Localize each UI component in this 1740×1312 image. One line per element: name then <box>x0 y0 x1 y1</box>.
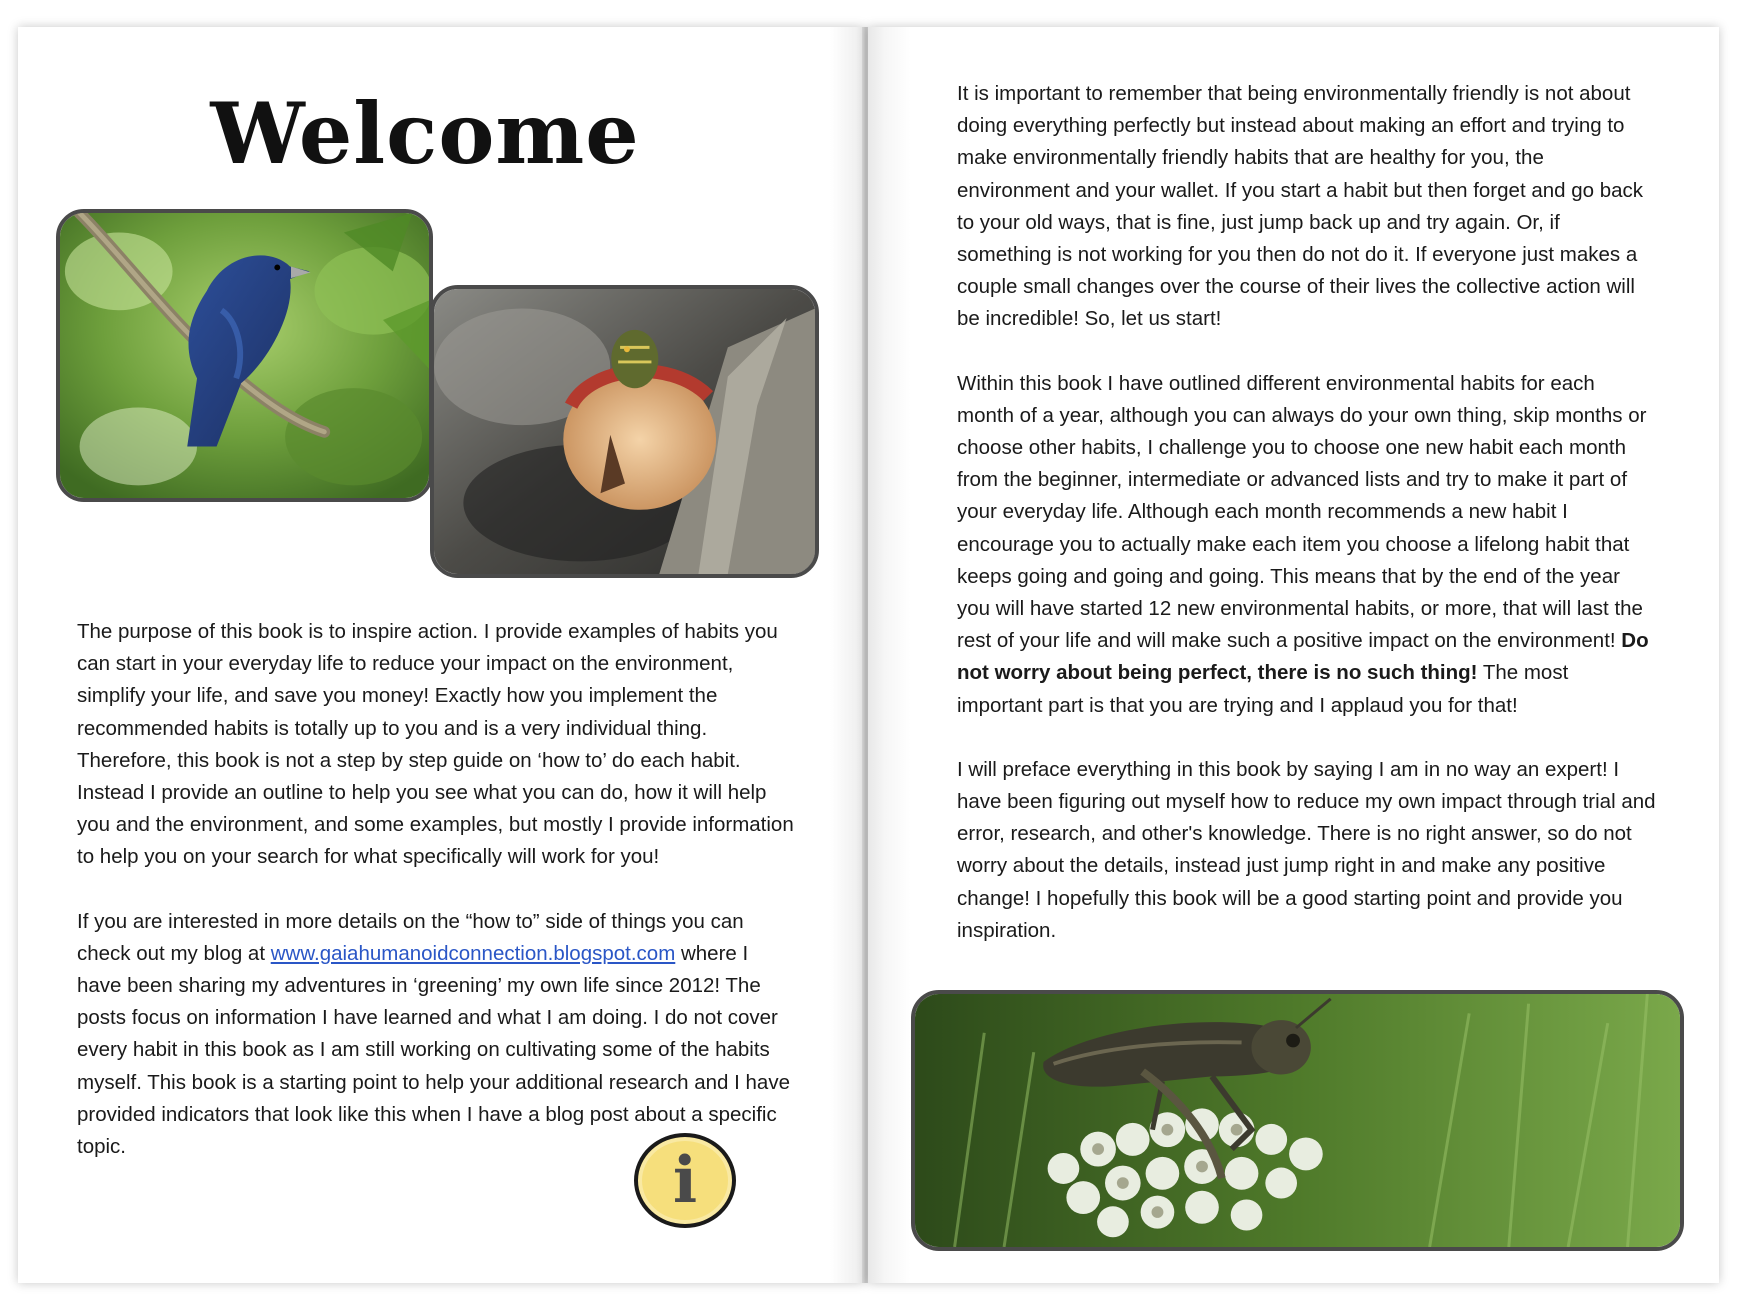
right-paragraph-2-emphasis: Do not worry about being perfect, there is no such thing! <box>957 629 1649 685</box>
right-paragraph-2-end: The most important part is that you are trying and I applaud you for that! <box>957 661 1569 717</box>
right-page-body <box>957 78 1657 979</box>
bird-photo <box>56 209 433 502</box>
left-paragraph-1: The purpose of this book is to inspire action. I provide examples of habits you can start in your everyday life to reduce your impact on the environment, simplify your life, and save you money! Exactly how you implement the recommended habits is totally up to you and is a very individual thing. Therefore, this book is not a step by step guide on ‘how to’ do each habit. Instead I provide an outline to help you see what you can do, how it will help you and the environment, and some examples, but mostly I provide information to help you on your search for what specifically will work for you! <box>77 620 794 869</box>
grasshopper-photo <box>911 990 1684 1251</box>
left-paragraph-2-end: where I have been sharing my adventures in ‘greening’ my own life since 2012! The posts focus on information I have learned and what I am doing. I do not cover every habit in this book as I am still working on cultivating some of the habits myself. This book is a starting point to help your additional research and I have provided indicators that look like this when I have a blog post about a specific topic. <box>77 941 790 1159</box>
page-title: Welcome <box>210 84 640 183</box>
turtle-photo <box>430 285 819 578</box>
info-icon: i <box>634 1133 736 1228</box>
blog-link[interactable]: www.gaiahumanoidconnection.blogspot.com <box>270 941 676 965</box>
left-paragraph-2 <box>77 906 797 1164</box>
right-paragraph-1: It is important to remember that being environmentally friendly is not about doing everything perfectly but instead about making an effort and trying to make environmentally friendly habits that are healthy for you, the environment and your wallet. If you start a habit but then forget and go back to your old ways, that is fine, just jump back up and try again. Or, if something is not working for you then do not do it. If everyone just makes a couple small changes over the course of their lives the collective action will be incredible! So, let us start! <box>957 82 1644 331</box>
left-page-body <box>77 616 797 1195</box>
right-paragraph-3: I will preface everything in this book by saying I am in no way an expert! I have been figuring out myself how to reduce my own impact through trial and error, research, and other's knowledge. There is no right answer, so do not worry about the details, instead just jump right in and make any positive change! I hopefully this book will be a good starting point and provide you inspiration. <box>957 757 1656 942</box>
right-paragraph-2 <box>957 368 1657 722</box>
left-paragraph-2-start: If you are interested in more details on the “how to” side of things you can check out my blog at <box>77 909 744 965</box>
right-paragraph-2-start: Within this book I have outlined different environmental habits for each month of a year, although you can always do your own thing, skip months or choose other habits, I challenge you to choose one new habit each month from the beginner, intermediate or advanced lists and try to make it part of your everyday life. Although each month recommends a new habit I encourage you to actually make each item you choose a lifelong habit that keeps going and going and going. This means that by the end of the year you will have started 12 new environmental habits, or more, that will last the rest of your life and will make such a positive impact on the environment! <box>957 371 1647 653</box>
